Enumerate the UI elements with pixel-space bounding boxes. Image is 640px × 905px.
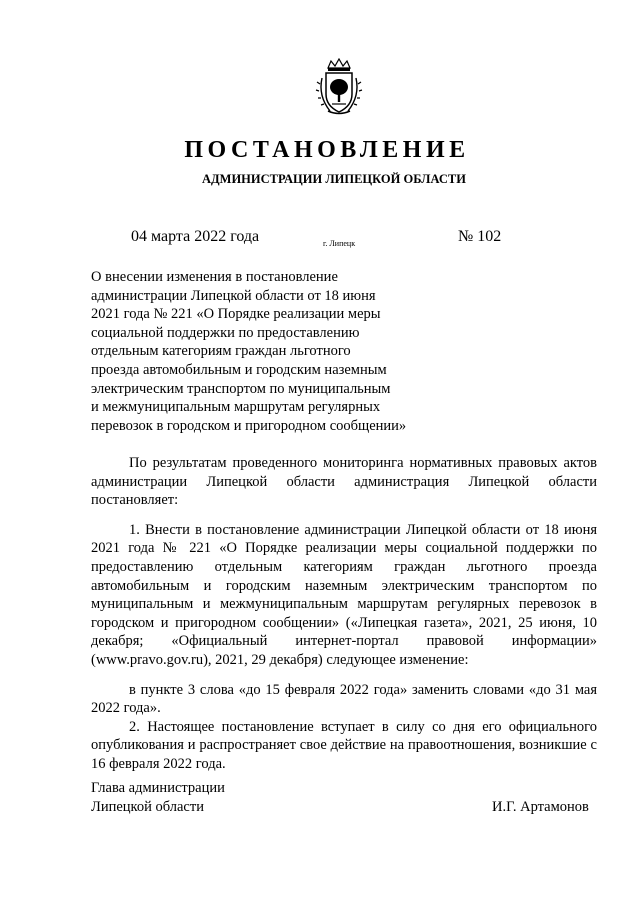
subject-line: социальной поддержки по предоставлению xyxy=(91,324,360,341)
subject-line: электрическим транспортом по муниципальным xyxy=(91,380,391,397)
preamble-paragraph: По результатам проведенного мониторинга нормативных правовых актов администрации Липецкой области администрация Липецкой области постановляет: xyxy=(91,455,597,509)
subject-line: отдельным категориям граждан льготного xyxy=(91,343,351,360)
document-subtitle: АДМИНИСТРАЦИИ ЛИПЕЦКОЙ ОБЛАСТИ xyxy=(202,172,466,186)
document-subject xyxy=(91,268,431,435)
subject-line: и межмуниципальным маршрутам регулярных xyxy=(91,399,381,416)
subject-line: проезда автомобильным и городским наземным xyxy=(91,361,387,378)
document-city: г. Липецк xyxy=(323,239,356,248)
document-title: ПОСТАНОВЛЕНИЕ xyxy=(184,137,470,163)
signatory-position xyxy=(91,779,225,817)
document-body xyxy=(91,454,597,774)
document-date: 04 марта 2022 года xyxy=(131,228,260,245)
position-line: Глава администрации xyxy=(91,780,225,796)
subject-line: перевозок в городском и пригородном сообщении» xyxy=(91,417,407,434)
position-line: Липецкой области xyxy=(91,799,204,815)
item-1-paragraph: 1. Внести в постановление администрации Липецкой области от 18 июня 2021 года № 221 «О Порядке реализации меры социальной поддержки по предоставлению отдельным категориям граждан льготного проезда автомобильным и городским наземным электрическим транспортом по муниципальным и межмуниципальным маршрутам регулярных перевозок в городском и пригородном сообщении» («Липецкая газета», 2021, 25 июня, 10 декабря; «Официальный интернет-портал правовой информации» (www.pravo.gov.ru), 2021, 29 декабря) следующее изменение: xyxy=(91,521,597,668)
document-number: № 102 xyxy=(458,228,502,245)
subject-line: администрации Липецкой области от 18 июня xyxy=(91,287,376,304)
item-2-paragraph: 2. Настоящее постановление вступает в силу со дня его официального опубликования и распространяет свое действие на правоотношения, возникшие с 16 февраля 2022 года. xyxy=(91,718,597,772)
subject-line: О внесении изменения в постановление xyxy=(91,269,338,285)
item-1-change-paragraph: в пункте 3 слова «до 15 февраля 2022 года» заменить словами «до 31 мая 2022 года». xyxy=(91,681,597,717)
coat-of-arms-icon xyxy=(314,58,364,116)
signatory-name: И.Г. Артамонов xyxy=(492,799,589,815)
subject-line: 2021 года № 221 «О Порядке реализации меры xyxy=(91,306,381,323)
